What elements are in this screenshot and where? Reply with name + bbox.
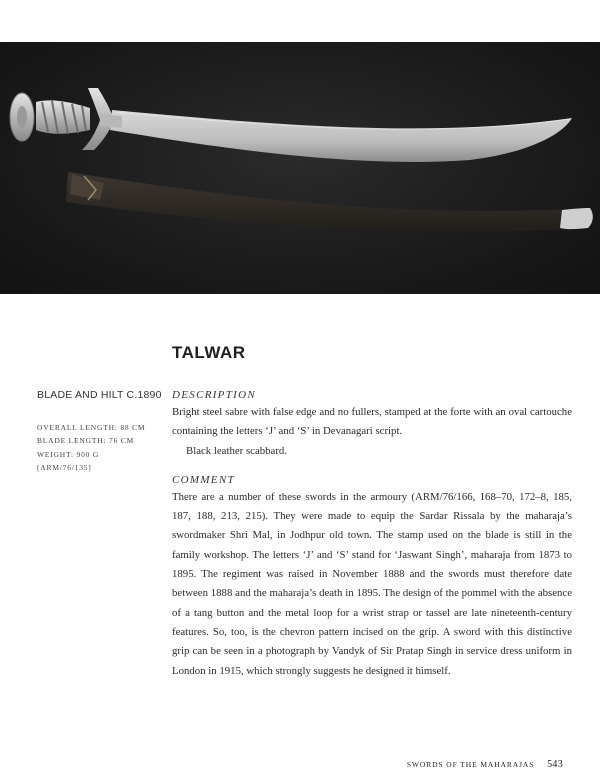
chape: [560, 208, 593, 229]
comment-text: There are a number of these swords in the armoury (ARM/76/166, 168–70, 172–8, 185, 187, 188, 213, 215). They were made to equip the Sardar Rissala by the maharaja’s swordmaker Shri Mal, in Jodhpur old town. The stamp used on the blade is still in the family workshop. The letters ‘J’ and ‘S’ stand for ‘Jaswant Singh’, maharaja from 1873 to 1895. The regiment was raised in November 1888 and the swords must therefore date between 1888 and the maharaja’s death in 1895. The design of the pommel with the absence of a tang button and the metal loop for a wrist strap or tassel are late nineteenth-century features. So, too, is the chevron pattern incised on the grip. A sword with this distinctive grip can be seen in a photograph by Vandyk of Sir Pratap Singh in service dress uniform in London in 1915, which strongly suggests he designed it himself.: [172, 490, 572, 677]
main-text: [172, 389, 572, 681]
description-text: Bright steel sabre with false edge and no fullers, stamped at the forte with an oval cartouche containing the letters ‘J’ and ‘S’ in Devanagari script.: [172, 406, 572, 438]
page-title: TALWAR: [172, 343, 246, 362]
specifications-sidebar: [37, 389, 162, 474]
running-title: SWORDS OF THE MAHARAJAS: [406, 760, 535, 769]
date-label: BLADE AND HILT C.1890: [37, 389, 162, 401]
weight: WEIGHT: 900 G: [37, 449, 100, 459]
page-footer: [407, 759, 563, 770]
comment-heading: COMMENT: [172, 473, 235, 486]
sword-photograph: [0, 42, 600, 294]
overall-length: OVERALL LENGTH: 88 CM: [37, 423, 146, 432]
scabbard: [66, 172, 588, 232]
description-heading: DESCRIPTION: [172, 389, 256, 401]
page-number: 543: [547, 759, 563, 770]
scabbard-text: Black leather scabbard.: [186, 444, 288, 457]
blade-length: BLADE LENGTH: 76 CM: [37, 436, 135, 446]
talwar-illustration: [0, 42, 600, 294]
catalogue-number: [ARM/76/135]: [37, 462, 92, 472]
